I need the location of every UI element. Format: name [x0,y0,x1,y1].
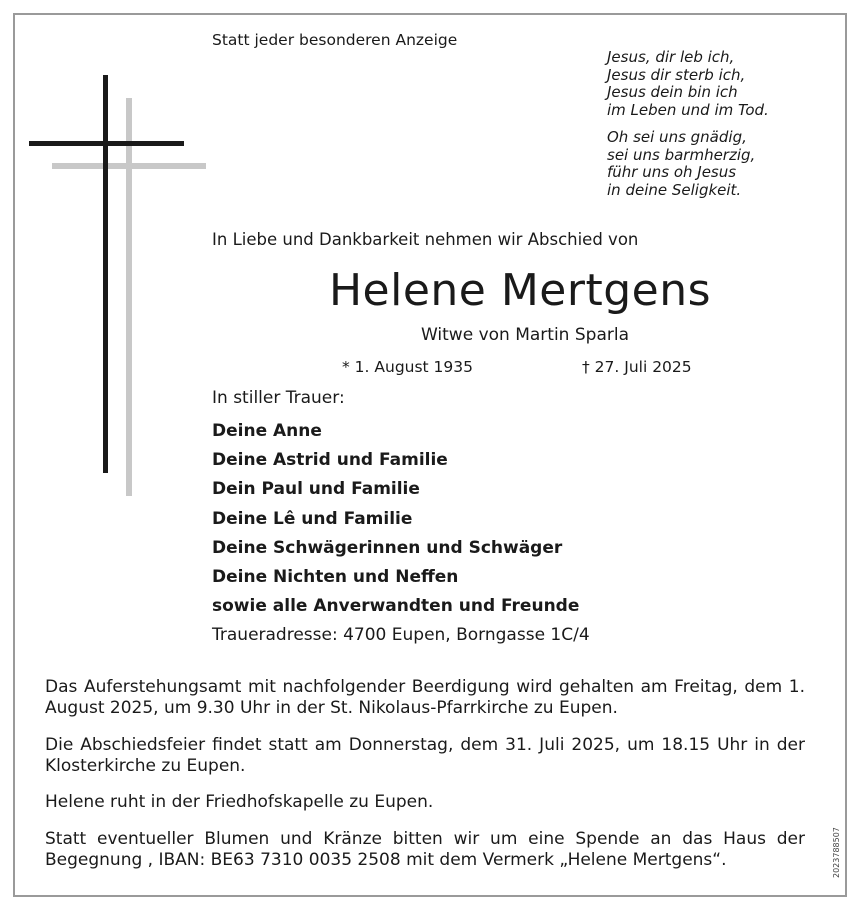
poem [607,49,769,199]
farewell-paragraph: Die Abschiedsfeier findet statt am Donnerstag, dem 31. Juli 2025, um 18.15 Uhr in der Klosterkirche zu Eupen. [45,735,805,776]
mourning-label: In stiller Trauer: [212,388,345,408]
poem-line: Jesus, dir leb ich, [607,48,735,66]
family-list [212,417,579,621]
poem-line: Jesus dein bin ich [607,83,738,101]
mourning-address: Traueradresse: 4700 Eupen, Borngasse 1C/4 [212,625,590,645]
family-item: Deine Anne [212,421,322,441]
intro-line: Statt jeder besonderen Anzeige [212,31,458,49]
poem-stanza-2 [607,129,769,199]
poem-line: Oh sei uns gnädig, [607,128,747,146]
family-item: Deine Lê und Familie [212,508,413,529]
deceased-name: Helene Mertgens [328,265,712,316]
poem-line: im Leben und im Tod. [607,100,769,119]
funeral-mass-paragraph: Das Auferstehungsamt mit nachfolgender Beerdigung wird gehalten am Freitag, dem 1. August 2025, um 9.30 Uhr in der St. Nikolaus-Pfarrkirche zu Eupen. [45,677,805,718]
family-item: Deine Schwägerinnen und Schwäger [212,537,563,558]
family-item: Dein Paul und Familie [212,479,420,500]
death-date: † 27. Juli 2025 [582,358,692,376]
family-item: Deine Nichten und Neffen [212,567,459,588]
cross-horizontal [29,141,184,146]
resting-place-paragraph: Helene ruht in der Friedhofskapelle zu Eupen. [45,792,434,812]
widow-of-line: Witwe von Martin Sparla [420,325,629,345]
poem-stanza-1 [607,49,769,119]
poem-line: führ uns oh Jesus [607,163,737,181]
lead-line: In Liebe und Dankbarkeit nehmen wir Abschied von [212,230,639,249]
birth-date: * 1. August 1935 [342,358,474,376]
poem-line: Jesus dir sterb ich, [607,65,746,84]
poem-line: in deine Seligkeit. [607,180,742,199]
ad-id-code: 2023788507 [832,827,841,878]
family-item: sowie alle Anverwandten und Freunde [212,596,580,617]
poem-line: sei uns barmherzig, [607,145,756,164]
donation-paragraph: Statt eventueller Blumen und Kränze bitten wir um eine Spende an das Haus der Begegnung , IBAN: BE63 7310 0035 2508 mit dem Vermerk „Helene Mertgens“. [45,829,805,870]
family-item: Deine Astrid und Familie [212,450,448,471]
cross-shadow-horizontal [52,163,206,169]
